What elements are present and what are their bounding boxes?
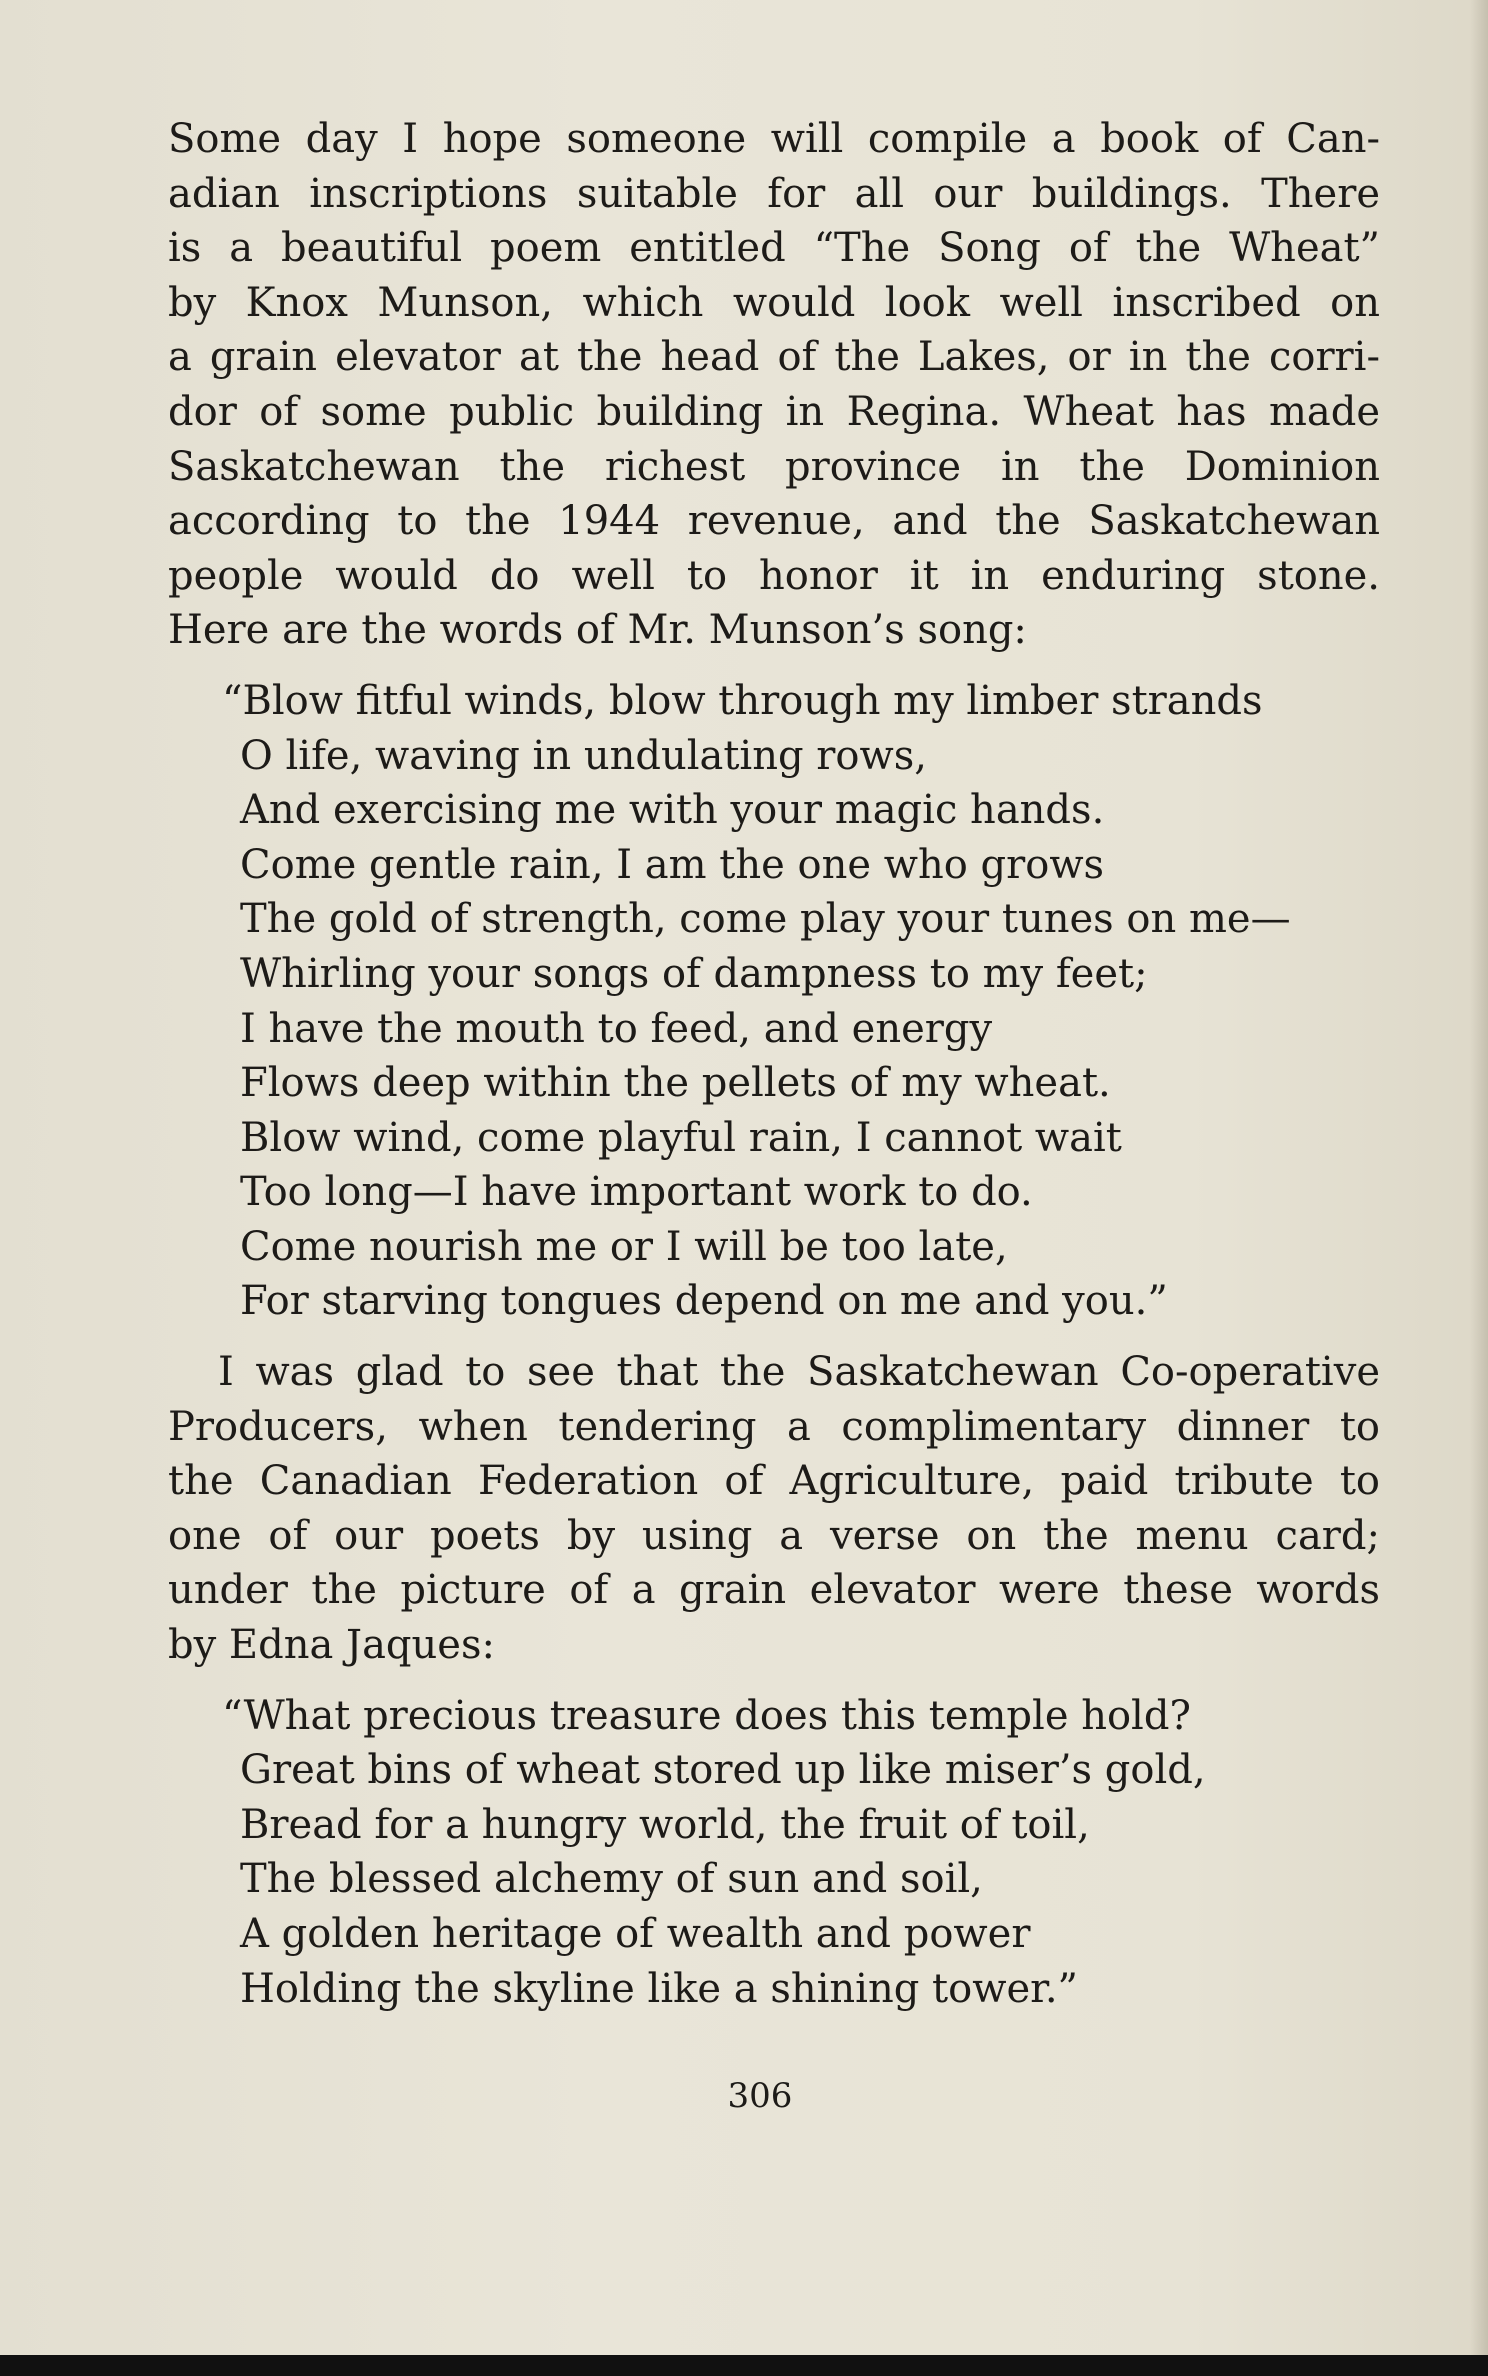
- paragraph-2-line: Producers, when tendering a complimentary dinner to: [168, 1403, 1380, 1450]
- paragraph-1-line: is a beautiful poem entitled “The Song of the Wheat”: [168, 225, 1380, 272]
- page-text: [168, 112, 1380, 2016]
- poem-2-line: “What precious treasure does this temple hold?: [222, 1692, 1191, 1739]
- poem-2-line: Bread for a hungry world, the fruit of toil,: [240, 1801, 1090, 1848]
- poem-1-line: Blow wind, come playful rain, I cannot wait: [240, 1114, 1122, 1161]
- poem-2-line: Great bins of wheat stored up like miser’s gold,: [240, 1747, 1206, 1794]
- poem-1-line: Come gentle rain, I am the one who grows: [240, 841, 1105, 888]
- poem-1-line: Whirling your songs of dampness to my feet;: [240, 950, 1148, 997]
- paragraph-2-line: under the picture of a grain elevator were these words: [168, 1567, 1380, 1614]
- paragraph-1-line: people would do well to honor it in enduring stone.: [168, 552, 1380, 599]
- poem-1-line: I have the mouth to feed, and energy: [240, 1005, 993, 1052]
- paragraph-1-line: according to the 1944 revenue, and the Saskatchewan: [168, 498, 1380, 545]
- poem-1-line: And exercising me with your magic hands.: [240, 787, 1105, 834]
- page-edge-shadow: [1470, 0, 1488, 2376]
- page-bottom-edge: [0, 2355, 1488, 2376]
- paragraph-2-line: one of our poets by using a verse on the menu card;: [168, 1512, 1380, 1559]
- paragraph-1-line: adian inscriptions suitable for all our buildings. There: [168, 170, 1380, 217]
- paragraph-1-line: by Knox Munson, which would look well inscribed on: [168, 279, 1380, 326]
- poem-1-line: The gold of strength, come play your tunes on me—: [240, 896, 1291, 943]
- poem-1-line: Too long—I have important work to do.: [240, 1169, 1033, 1216]
- paragraph-1: [168, 112, 1380, 658]
- poem-2-line: The blessed alchemy of sun and soil,: [240, 1856, 983, 1903]
- paragraph-2-line: I was glad to see that the Saskatchewan Co-operative: [218, 1349, 1380, 1396]
- poem-edna-jaques: [168, 1689, 1380, 2017]
- poem-1-line: “Blow fitful winds, blow through my limber strands: [222, 677, 1263, 724]
- paragraph-2-line: the Canadian Federation of Agriculture, paid tribute to: [168, 1458, 1380, 1505]
- paragraph-1-line: Saskatchewan the richest province in the Dominion: [168, 443, 1380, 490]
- poem-1-line: Come nourish me or I will be too late,: [240, 1223, 1008, 1270]
- poem-2-line: Holding the skyline like a shining tower.”: [240, 1965, 1079, 2012]
- poem-1-line: O life, waving in undulating rows,: [240, 732, 927, 779]
- paragraph-1-line: dor of some public building in Regina. Wheat has made: [168, 388, 1380, 435]
- paragraph-1-line: a grain elevator at the head of the Lakes, or in the corri-: [168, 334, 1380, 381]
- poem-1-line: For starving tongues depend on me and you.”: [240, 1278, 1168, 1325]
- paragraph-1-line: Here are the words of Mr. Munson’s song:: [168, 607, 1027, 654]
- page-number: 306: [727, 2076, 793, 2116]
- paragraph-2-line: by Edna Jaques:: [168, 1622, 495, 1669]
- poem-1-line: Flows deep within the pellets of my wheat.: [240, 1060, 1111, 1107]
- paragraph-2: [168, 1345, 1380, 1673]
- poem-2-line: A golden heritage of wealth and power: [240, 1911, 1031, 1957]
- paragraph-1-line: Some day I hope someone will compile a book of Can-: [168, 116, 1380, 162]
- poem-song-of-the-wheat: [168, 674, 1380, 1329]
